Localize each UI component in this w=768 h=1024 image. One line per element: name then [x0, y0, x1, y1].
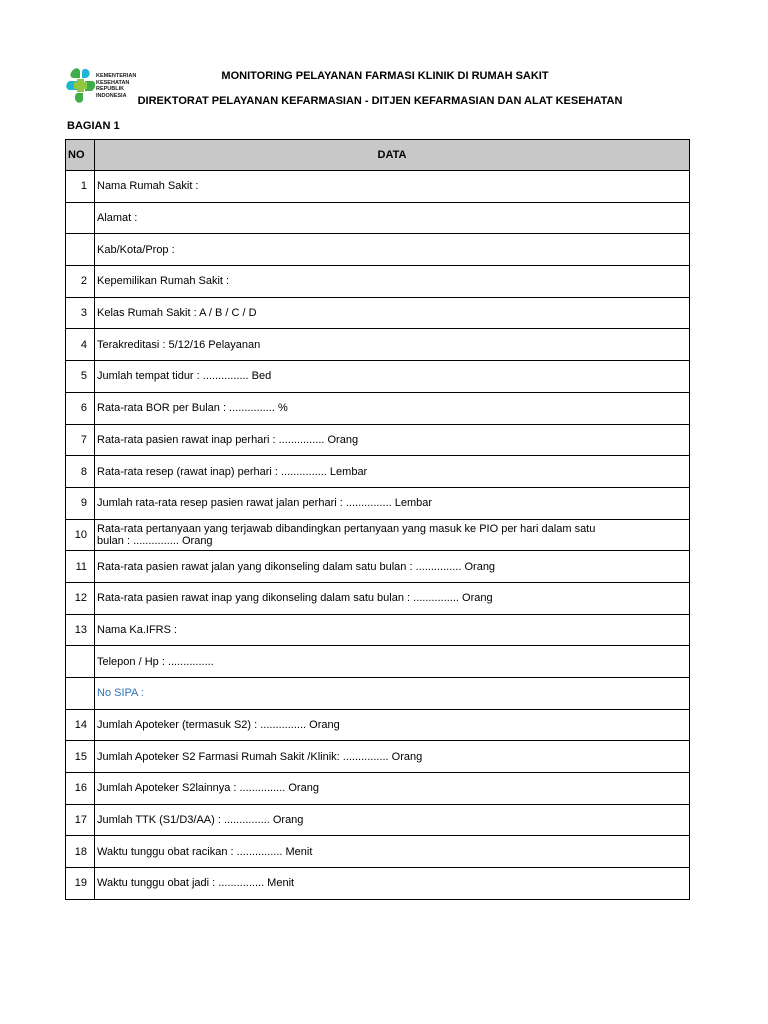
row-number: 4 [66, 329, 95, 361]
row-field-sipa: No SIPA : [95, 678, 690, 710]
row-field: Rata-rata pasien rawat inap yang dikonseling dalam satu bulan : ............... Orang [95, 582, 690, 614]
table-row [66, 266, 690, 298]
row-field-line: Rata-rata pertanyaan yang terjawab dibandingkan pertanyaan yang masuk ke PIO per hari dalam satu [97, 522, 596, 535]
logo-cross-icon [66, 68, 95, 102]
row-field: Nama Ka.IFRS : [95, 614, 690, 646]
document-subtitle: DIREKTORAT PELAYANAN KEFARMASIAN - DITJEN KEFARMASIAN DAN ALAT KESEHATAN [137, 95, 623, 107]
table-row [66, 614, 690, 646]
table-row [66, 709, 690, 741]
row-number: 9 [66, 487, 95, 519]
table-row [66, 202, 690, 234]
table-row [66, 234, 690, 266]
row-number: 16 [66, 773, 95, 805]
document-title: MONITORING PELAYANAN FARMASI KLINIK DI RUMAH SAKIT [221, 70, 549, 82]
row-number: 17 [66, 804, 95, 836]
column-header-data: DATA [95, 140, 690, 171]
table-row [66, 329, 690, 361]
row-field: Kepemilikan Rumah Sakit : [95, 266, 690, 298]
row-number: 14 [66, 709, 95, 741]
table-row [66, 171, 690, 203]
row-field: Waktu tunggu obat racikan : ............... Menit [95, 836, 690, 868]
table-header-row [66, 140, 690, 171]
row-number: 10 [66, 519, 95, 551]
row-number [66, 678, 95, 710]
row-field: Jumlah Apoteker S2lainnya : ............... Orang [95, 773, 690, 805]
row-number [66, 202, 95, 234]
table-row [66, 519, 690, 551]
row-field-line: bulan : ............... Orang [97, 534, 213, 547]
row-field: Rata-rata resep (rawat inap) perhari : ............... Lembar [95, 456, 690, 488]
row-field: Alamat : [95, 202, 690, 234]
row-field: Jumlah Apoteker S2 Farmasi Rumah Sakit /Klinik: ............... Orang [95, 741, 690, 773]
row-field: Kelas Rumah Sakit : A / B / C / D [95, 297, 690, 329]
row-field: Waktu tunggu obat jadi : ............... Menit [95, 868, 690, 900]
table-row [66, 836, 690, 868]
row-number: 18 [66, 836, 95, 868]
row-number: 13 [66, 614, 95, 646]
column-header-no: NO [66, 140, 95, 171]
row-number: 1 [66, 171, 95, 203]
row-number: 7 [66, 424, 95, 456]
row-number: 5 [66, 361, 95, 393]
row-number: 8 [66, 456, 95, 488]
table-row [66, 804, 690, 836]
table-row [66, 424, 690, 456]
table-row [66, 678, 690, 710]
row-field: Nama Rumah Sakit : [95, 171, 690, 203]
row-field: Rata-rata BOR per Bulan : ............... % [95, 392, 690, 424]
table-row [66, 741, 690, 773]
row-number: 11 [66, 551, 95, 583]
table-row [66, 868, 690, 900]
table-row [66, 456, 690, 488]
logo-line: KESEHATAN [96, 79, 130, 86]
row-field: Rata-rata pasien rawat inap perhari : ............... Orang [95, 424, 690, 456]
row-number: 12 [66, 582, 95, 614]
row-number: 19 [66, 868, 95, 900]
row-number [66, 646, 95, 678]
row-number: 6 [66, 392, 95, 424]
table-row [66, 773, 690, 805]
row-number: 3 [66, 297, 95, 329]
table-row [66, 646, 690, 678]
row-field: Jumlah TTK (S1/D3/AA) : ............... Orang [95, 804, 690, 836]
row-number [66, 234, 95, 266]
row-field: Jumlah rata-rata resep pasien rawat jalan perhari : ............... Lembar [95, 487, 690, 519]
row-field: Rata-rata pasien rawat jalan yang dikonseling dalam satu bulan : ............... Orang [95, 551, 690, 583]
row-field: Jumlah tempat tidur : ............... Bed [95, 361, 690, 393]
table-row [66, 361, 690, 393]
row-field [95, 519, 690, 551]
logo-line: KEMENTERIAN [96, 73, 137, 79]
row-field: Jumlah Apoteker (termasuk S2) : ............... Orang [95, 709, 690, 741]
row-field: Telepon / Hp : ............... [95, 646, 690, 678]
data-table [65, 139, 690, 900]
table-row [66, 582, 690, 614]
logo-line: INDONESIA [96, 92, 127, 99]
section-label: BAGIAN 1 [67, 120, 120, 132]
row-number: 2 [66, 266, 95, 298]
row-field: Kab/Kota/Prop : [95, 234, 690, 266]
logo-line: REPUBLIK [96, 86, 125, 93]
row-number: 15 [66, 741, 95, 773]
table-row [66, 297, 690, 329]
row-field: Terakreditasi : 5/12/16 Pelayanan [95, 329, 690, 361]
table-row [66, 551, 690, 583]
table-row [66, 392, 690, 424]
table-row [66, 487, 690, 519]
